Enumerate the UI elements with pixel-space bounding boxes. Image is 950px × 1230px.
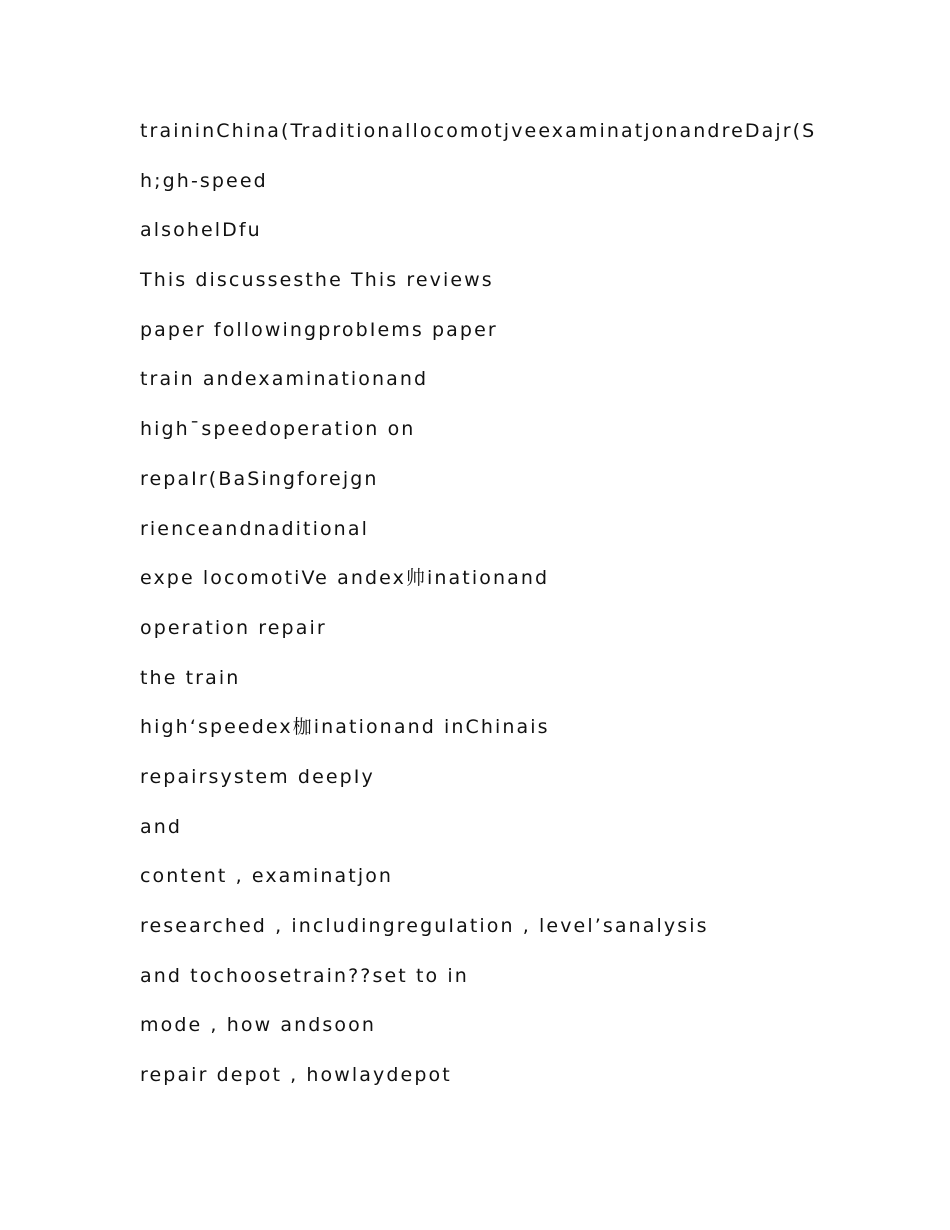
text-line: traininChina(TraditionallocomotjveexaminatjonandreDajr(S — [140, 120, 817, 142]
text-line: alsohelDfu — [140, 219, 262, 242]
text-line: high‘speedex枷inationand inChinais — [140, 716, 550, 739]
text-line: operation repair — [140, 616, 327, 639]
text-line: h;gh-speed — [140, 169, 268, 192]
text-line: high¯speedoperation on — [140, 418, 416, 441]
text-line: and tochoosetrain??set to in — [140, 964, 469, 987]
text-line: expe locomotiVe andex帅inationand — [140, 567, 550, 590]
text-line: the train — [140, 666, 241, 689]
text-line: repaIr(BaSingforejgn — [140, 467, 379, 490]
text-line: repair depot , howlaydepot — [140, 1064, 452, 1087]
text-line: researched , includingreguIation , level’sanalysis — [140, 915, 709, 937]
text-line: mode , how andsoon — [140, 1014, 376, 1037]
text-line: rienceandnaditional — [140, 517, 369, 540]
document-body — [140, 117, 920, 1111]
text-line: train andexaminationand — [140, 368, 429, 391]
text-line: repairsystem deepIy — [140, 765, 375, 788]
text-line: content , examinatjon — [140, 865, 394, 888]
text-line: This discussesthe This reviews — [140, 269, 494, 292]
text-line: paper followingprobIems paper — [140, 318, 498, 341]
text-line: and — [140, 815, 183, 838]
